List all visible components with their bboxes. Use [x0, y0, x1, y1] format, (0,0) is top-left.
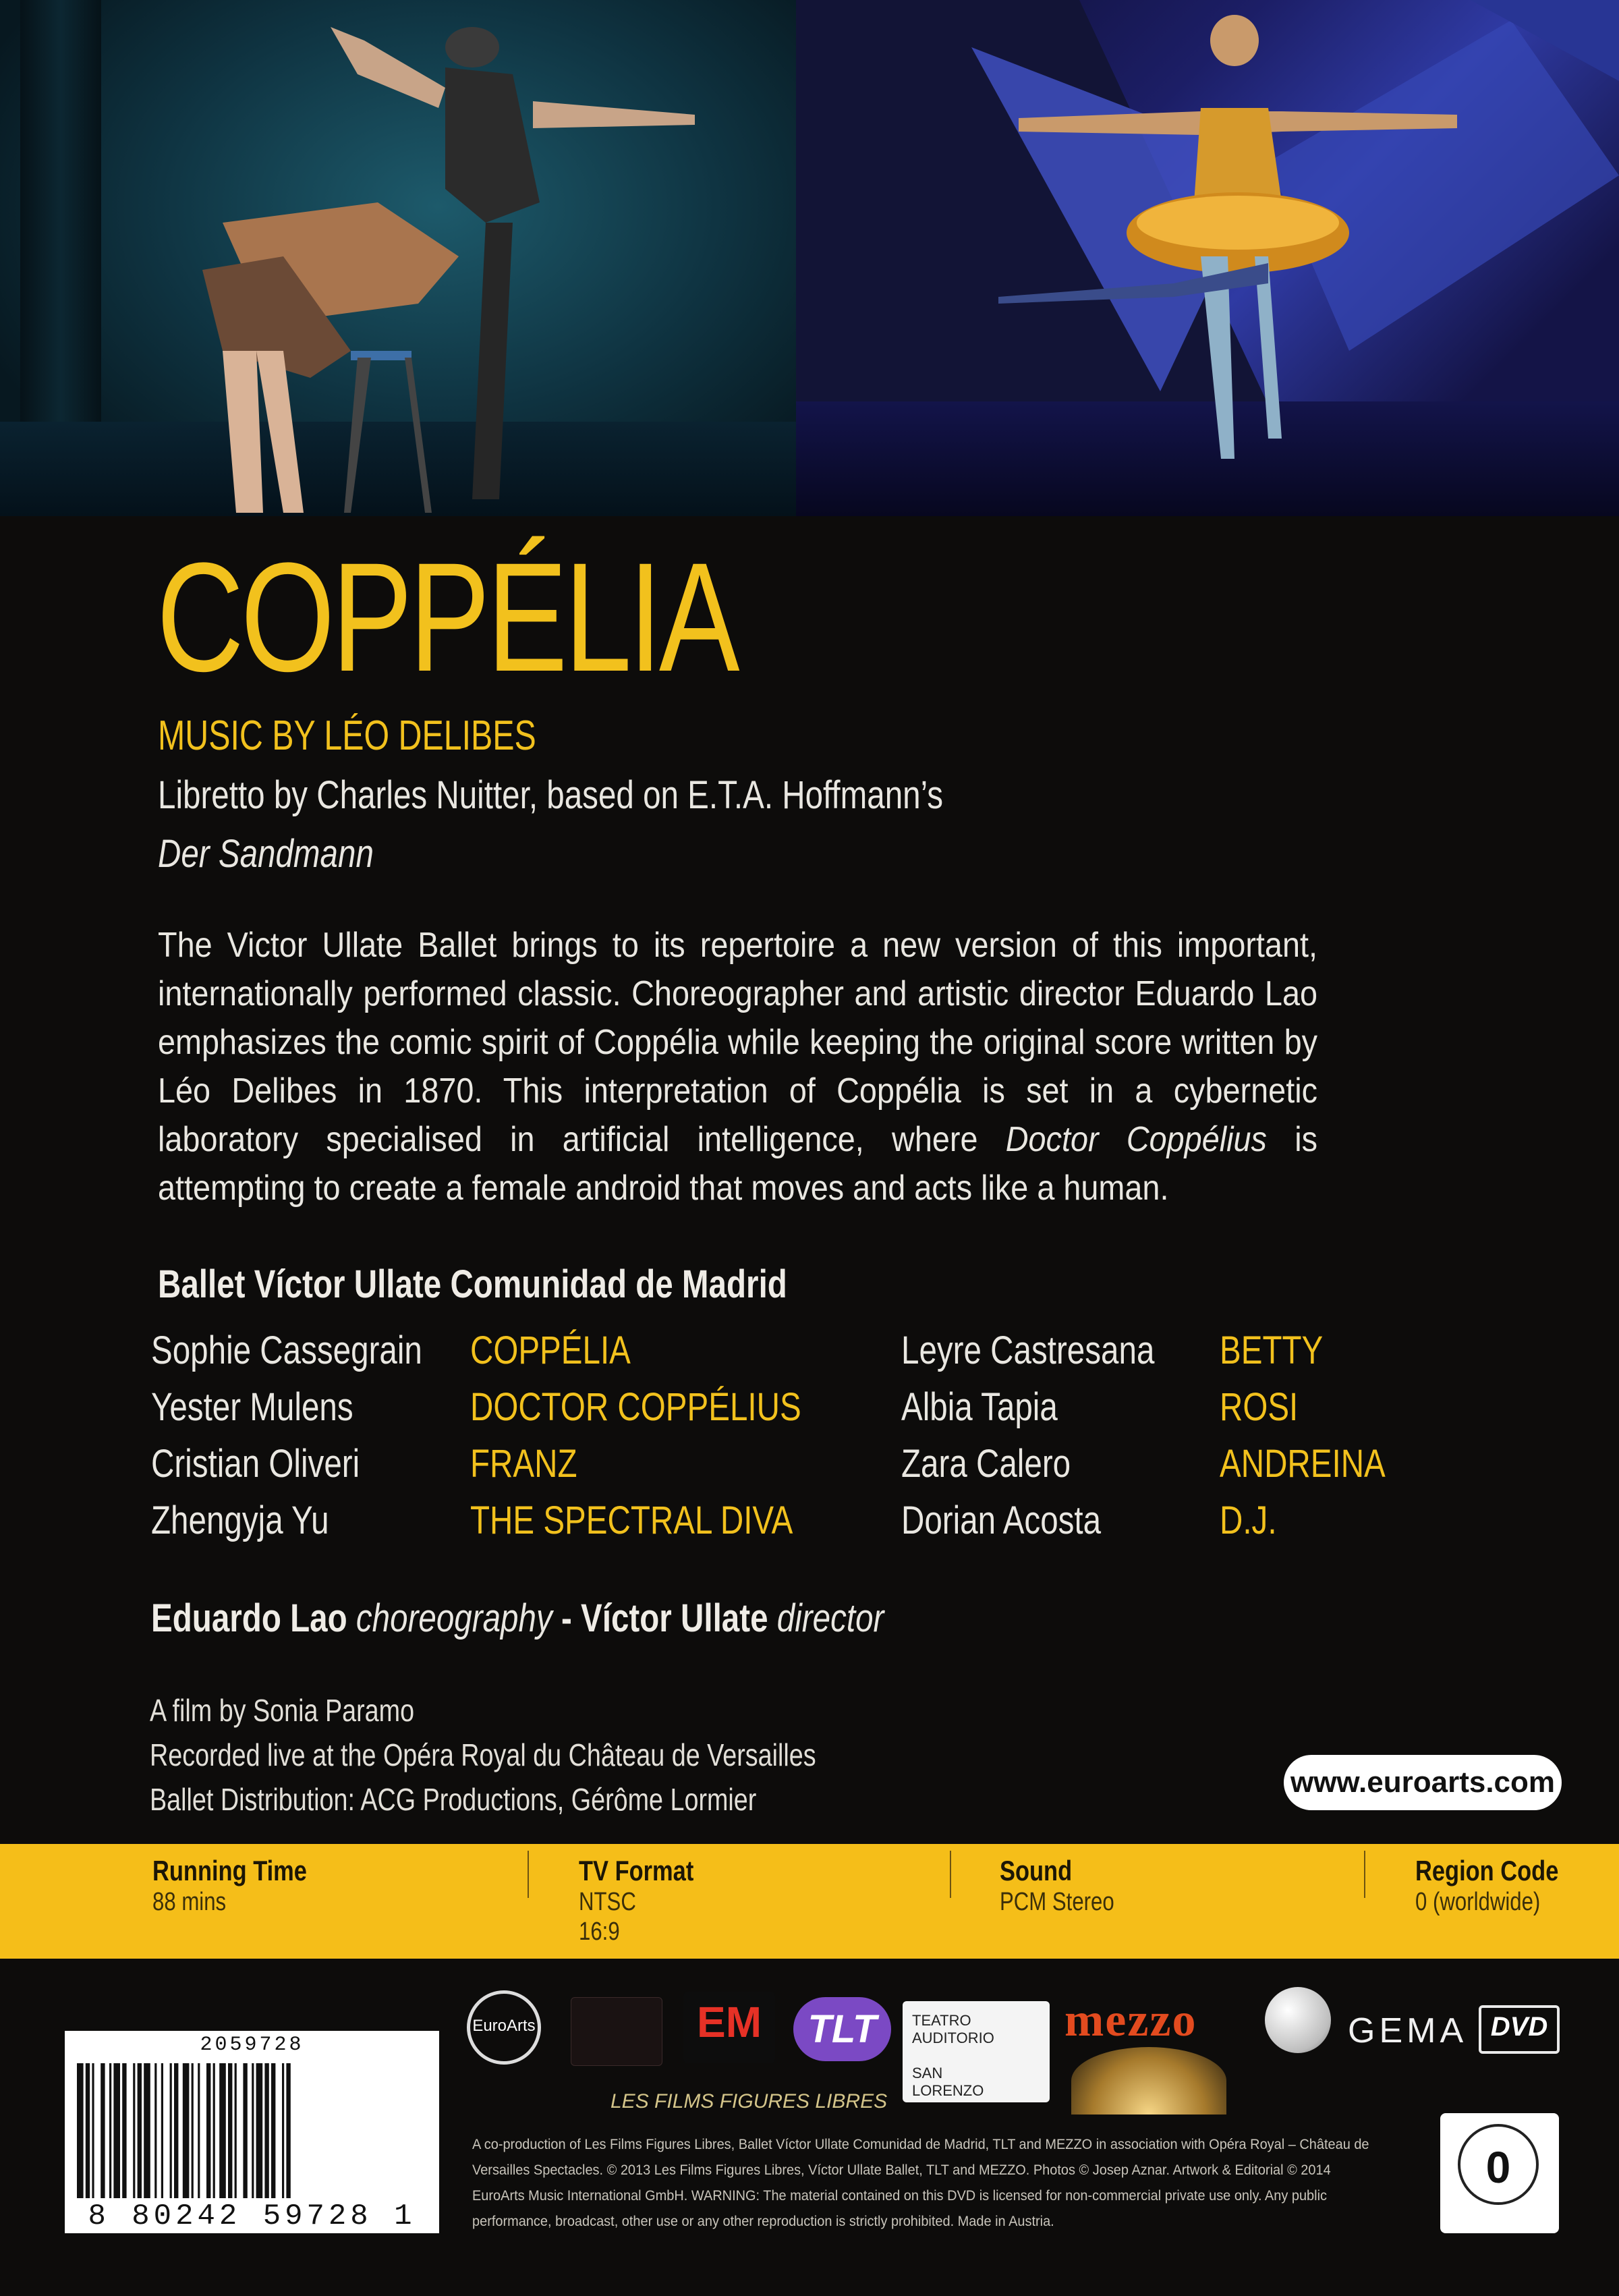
cast-role: COPPÉLIA — [470, 1328, 631, 1372]
cast-name: Albia Tapia — [901, 1385, 1058, 1429]
euroarts-logo-text: EuroArts — [472, 2017, 536, 2035]
divider — [1364, 1851, 1365, 1898]
teatro-auditorio-logo — [903, 2001, 1050, 2102]
barcode-bar — [219, 2063, 226, 2198]
title: COPPÉLIA — [157, 530, 737, 704]
info-label: Region Code — [1415, 1855, 1559, 1886]
barcode-bar — [154, 2063, 157, 2198]
info-sound — [1000, 1855, 1139, 1949]
chateau-versailles-sun-logo — [1071, 2047, 1226, 2115]
barcode-bar — [252, 2063, 254, 2198]
barcode-bar — [170, 2063, 172, 2198]
teatro-logo-text: TEATRO AUDITORIO SAN LORENZO — [912, 2012, 994, 2099]
legal-notice: A co-production of Les Films Figures Libres, Ballet Víctor Ullate Comunidad de Madrid, TLT and MEZZO in association with Opéra Royal – Château de Versailles Spectacles. © 2013 Les Films Figures Libres, Víctor Ullate Ballet, TLT and MEZZO. Photos © Josep Aznar. Artwork & Editorial © 2014 EuroArts Music International GmbH. WARNING: The material contained on this DVD is licensed for non-commercial private use only. Any public performance, broadcast, other use or any other reproduction is strictly prohibited. Made in Austria. — [472, 2137, 1369, 2229]
barcode-number: 8 80242 59728 1 — [88, 2200, 416, 2233]
age-rating-badge — [1440, 2113, 1559, 2233]
source-work-title: Der Sandmann — [158, 832, 374, 876]
tlt-logo-text: TLT — [807, 2007, 877, 2051]
barcode-bar — [286, 2063, 290, 2198]
info-value: 88 mins — [152, 1888, 227, 1916]
barcode-bar — [264, 2063, 268, 2198]
libretto-line: Libretto by Charles Nuitter, based on E.T.A. Hoffmann’s — [158, 773, 944, 817]
ballet-company: Ballet Víctor Ullate Comunidad de Madrid — [158, 1262, 787, 1306]
choreographer-name: Eduardo Lao — [151, 1596, 347, 1640]
info-value: NTSC — [579, 1888, 636, 1916]
cast-left-names — [151, 1322, 422, 1549]
em-logo-text: EM — [697, 1998, 762, 2046]
technical-info-band — [0, 1844, 1619, 1959]
film-credits — [150, 1688, 816, 1822]
cast-name: Sophie Cassegrain — [151, 1328, 422, 1372]
film-line: Recorded live at the Opéra Royal du Château de Versailles — [150, 1737, 816, 1772]
barcode-bar — [183, 2063, 190, 2198]
barcode-bar — [282, 2063, 284, 2198]
director-role: director — [776, 1596, 884, 1640]
cast-role: BETTY — [1220, 1328, 1324, 1372]
barcode-bar — [213, 2063, 215, 2198]
film-line: Ballet Distribution: ACG Productions, Gérôme Lormier — [150, 1782, 757, 1817]
cast-name: Yester Mulens — [151, 1385, 353, 1429]
director-name: Víctor Ullate — [581, 1596, 768, 1640]
info-label: Sound — [1000, 1855, 1073, 1886]
choreographer-role: choreography — [356, 1596, 552, 1640]
info-tv-format — [579, 1855, 719, 1949]
cast-role: FRANZ — [470, 1442, 577, 1486]
barcode-bar — [77, 2063, 84, 2198]
gema-emblem-icon — [1265, 1987, 1331, 2053]
cast-name: Dorian Acosta — [901, 1499, 1102, 1542]
films-figures-libres-logo: LES FILMS FIGURES LIBRES — [610, 2090, 888, 2112]
info-value: PCM Stereo — [1000, 1888, 1114, 1916]
cast-role: ANDREINA — [1220, 1442, 1386, 1486]
ballerina-figure — [796, 0, 1619, 516]
description-italic: Doctor Coppélius — [1005, 1120, 1267, 1159]
divider — [950, 1851, 951, 1898]
info-label: TV Format — [579, 1855, 694, 1886]
credits-separator: - — [561, 1596, 572, 1640]
barcode-bar — [235, 2063, 237, 2198]
barcode-bar — [161, 2063, 163, 2198]
barcode-bar — [206, 2063, 210, 2198]
cast-role: DOCTOR COPPÉLIUS — [470, 1385, 801, 1429]
website-url[interactable]: www.euroarts.com — [1290, 1766, 1556, 1799]
info-running-time — [152, 1855, 341, 1949]
barcode-bar — [256, 2063, 263, 2198]
barcode-bar — [144, 2063, 150, 2198]
creative-credits — [151, 1596, 884, 1641]
barcode-bars — [77, 2063, 428, 2198]
barcode-bar — [198, 2063, 200, 2198]
barcode-bar — [174, 2063, 178, 2198]
info-value: 0 (worldwide) — [1415, 1888, 1541, 1916]
cast-left-roles — [470, 1322, 801, 1549]
photo-left-dancers — [0, 0, 796, 516]
barcode-bar — [271, 2063, 275, 2198]
cast-role: D.J. — [1220, 1499, 1277, 1542]
cast-name: Cristian Oliveri — [151, 1442, 360, 1486]
barcode-bar — [192, 2063, 194, 2198]
cast-role: ROSI — [1220, 1385, 1299, 1429]
divider — [528, 1851, 529, 1898]
cast-name: Zhengyja Yu — [151, 1499, 329, 1542]
cast-name: Zara Calero — [901, 1442, 1071, 1486]
dvd-logo-text: DVD — [1490, 2012, 1548, 2042]
info-region-code — [1415, 1855, 1590, 1949]
cast-right-roles — [1220, 1322, 1386, 1549]
barcode-bar — [86, 2063, 90, 2198]
em-logo — [683, 1992, 775, 2063]
website-badge[interactable] — [1284, 1755, 1562, 1810]
barcode-bar — [109, 2063, 111, 2198]
tlt-logo — [793, 1997, 891, 2061]
cast-right-names — [901, 1322, 1154, 1549]
barcode-bar — [138, 2063, 142, 2198]
mezzo-logo: mezzo — [1064, 1994, 1197, 2046]
euroarts-logo — [467, 1990, 541, 2065]
description-paragraph — [158, 921, 1317, 1212]
barcode-bar — [101, 2063, 105, 2198]
barcode-bar — [122, 2063, 126, 2198]
victor-ullate-logo — [571, 1997, 662, 2066]
film-line: A film by Sonia Paramo — [150, 1693, 415, 1728]
age-rating-value: 0 — [1485, 2142, 1511, 2192]
barcode-bar — [228, 2063, 232, 2198]
barcode-bar — [92, 2063, 94, 2198]
age-rating-circle — [1458, 2124, 1539, 2205]
composer-line: MUSIC BY LÉO DELIBES — [158, 712, 536, 759]
catalog-number: 2059728 — [200, 2034, 304, 2056]
cast-role: THE SPECTRAL DIVA — [470, 1499, 793, 1542]
barcode-bar — [113, 2063, 120, 2198]
info-label: Running Time — [152, 1855, 307, 1886]
cast-name: Leyre Castresana — [901, 1328, 1155, 1372]
description-text: The Victor Ullate Ballet brings to its repertoire a new version of this important, internationally performed classic. Choreographer and artistic director Eduardo Lao emphasizes the comic spirit of Coppélia while keeping the original score written by Léo Delibes in 1870. This interpretation of Coppélia is set in a cybernetic laboratory specialised in artificial intelligence, where — [158, 926, 1317, 1159]
barcode — [65, 2031, 439, 2233]
gema-logo: GEMA — [1348, 2011, 1468, 2050]
barcode-bar — [243, 2063, 247, 2198]
dvd-video-logo — [1479, 2005, 1560, 2054]
barcode-bar — [133, 2063, 135, 2198]
info-value: 16:9 — [579, 1917, 620, 1946]
photo-right-ballerina — [796, 0, 1619, 516]
dancers-figure — [0, 0, 796, 516]
description-text-end: is attempting to create a female android that moves and acts like a human. — [158, 1120, 1317, 1208]
